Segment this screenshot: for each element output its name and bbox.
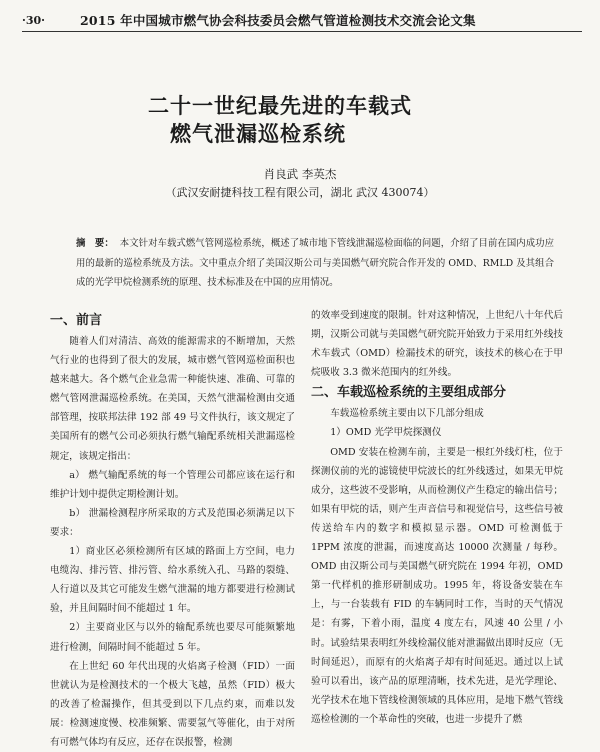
paper-title-line-1: 二十一世纪最先进的车载式 (148, 93, 412, 118)
section-heading-components: 二、车载巡检系统的主要组成部分 (311, 385, 507, 401)
subsection-heading-omd: 1）OMD 光学甲烷探测仪 (330, 427, 442, 439)
paragraph: b） 泄漏检测程序所采取的方式及范围必须满足以下要求： (50, 507, 295, 538)
running-title: 2015 年中国城市燃气协会科技委员会燃气管道检测技术交流会论文集 (80, 13, 476, 28)
paragraph: 随着人们对清洁、高效的能源需求的不断增加，天然气行业的也得到了很大的发展，城市燃气管网巡检面积也越来越大。各个燃气企业急需一种能快速、准确、可靠的燃气管网泄漏巡检系统。在美国，天然气泄漏检测由交通部管理，按联邦法律 192 部 49 号文件执行，该文规定了美国所有的燃气公司必须执行燃气输配系统相关泄漏巡检规定，该规定指出： (50, 336, 295, 462)
paragraph: 2）主要商业区与以外的输配系统也要尽可能频繁地进行检测，间隔时间不能超过 5 年。 (50, 622, 295, 653)
left-column (50, 310, 295, 752)
page-number: ·30· (22, 13, 45, 27)
paragraph: a） 燃气输配系统的每一个管理公司都应该在运行和维护计划中提供定期检测计划。 (50, 469, 295, 500)
paper-title-line-2: 燃气泄漏巡检系统 (170, 121, 346, 146)
affiliation: （武汉安耐捷科技工程有限公司，湖北 武汉 430074） (165, 186, 435, 199)
paragraph: OMD 安装在检测车前，主要是一根红外线灯柱，位于探测仪前的光的滤镜使甲烷波长的红外线透过，如果无甲烷成分，这些波不受影响，从而检测仪产生稳定的输出信号；如果有甲烷的话，则产生声音信号和视觉信号，这些信号被传送给车内的数字和模拟显示器。OMD 可检测低于 1PPM 浓度的泄漏，而速度高达 10000 次测量 / 每秒。OMD 由汉斯公司与美国燃气研究院在 1994 年初，OMD 第一代样机的推形研制成功。1995 年，将设备安装在车上，与一台装载有 FID 的车辆同时工作，当时的天气情况是：有雾，下着小雨，温度 4 度左右，风速 40 公里 / 小时。试验结果表明红外线检漏仪能对泄漏做出即时反应（无时间延迟），而原有的火焰离子却有时间延迟。通过以上试验可以看出，该产品的原理清晰，技术先进，是光学理论、光学技术在地下管线检测领域的具体应用，是地下燃气管线巡检检测的一个革命性的突破，也进一步提升了燃 (311, 446, 563, 725)
abstract (76, 234, 554, 293)
paragraph: 1）商业区必须检测所有区域的路面上方空间，电力电缆沟、排污管、排污管、给水系统入孔、马路的裂缝、人行道以及其它可能发生燃气泄漏的地方都要进行检测试验，并且间隔时间不能超过 1 年。 (50, 546, 295, 615)
subsection-intro: 车载巡检系统主要由以下几部分组成 (330, 408, 484, 420)
abstract-label: 摘 要： (76, 238, 114, 249)
paragraph: 在上世纪 60 年代出现的火焰离子检测（FID）一面世就认为是检测技术的一个极大飞越，虽然（FID）极大的改善了检漏操作，但其受到以下几点约束，而难以发展：检测速度慢、校准频繁、需要氢气等催化，由于对所有可燃气体均有反应，还存在误报警，检测 (50, 660, 295, 748)
section-heading-introduction: 一、前言 (50, 313, 103, 328)
authors: 肖良武 李英杰 (263, 167, 337, 181)
running-header (22, 9, 582, 32)
abstract-text: 本文针对车载式燃气管网巡检系统，概述了城市地下管线泄漏巡检面临的问题，介绍了目前在国内成功应用的最新的巡检系统及方法。文中重点介绍了美国汉斯公司与美国燃气研究院合作开发的 OMD、RMLD 及其组合成的光学甲烷检测系统的原理、技术标准及在中国的应用情况。 (76, 238, 554, 288)
right-column (311, 306, 563, 729)
paragraph-continued: 的效率受到速度的限制。针对这种情况，上世纪八十年代后期，汉斯公司就与美国燃气研究院开始致力于采用红外线技术车载式（OMD）检漏技术的研究，该技术的核心在于甲烷吸收 3.3 微米范围内的红外线。 (311, 310, 563, 379)
